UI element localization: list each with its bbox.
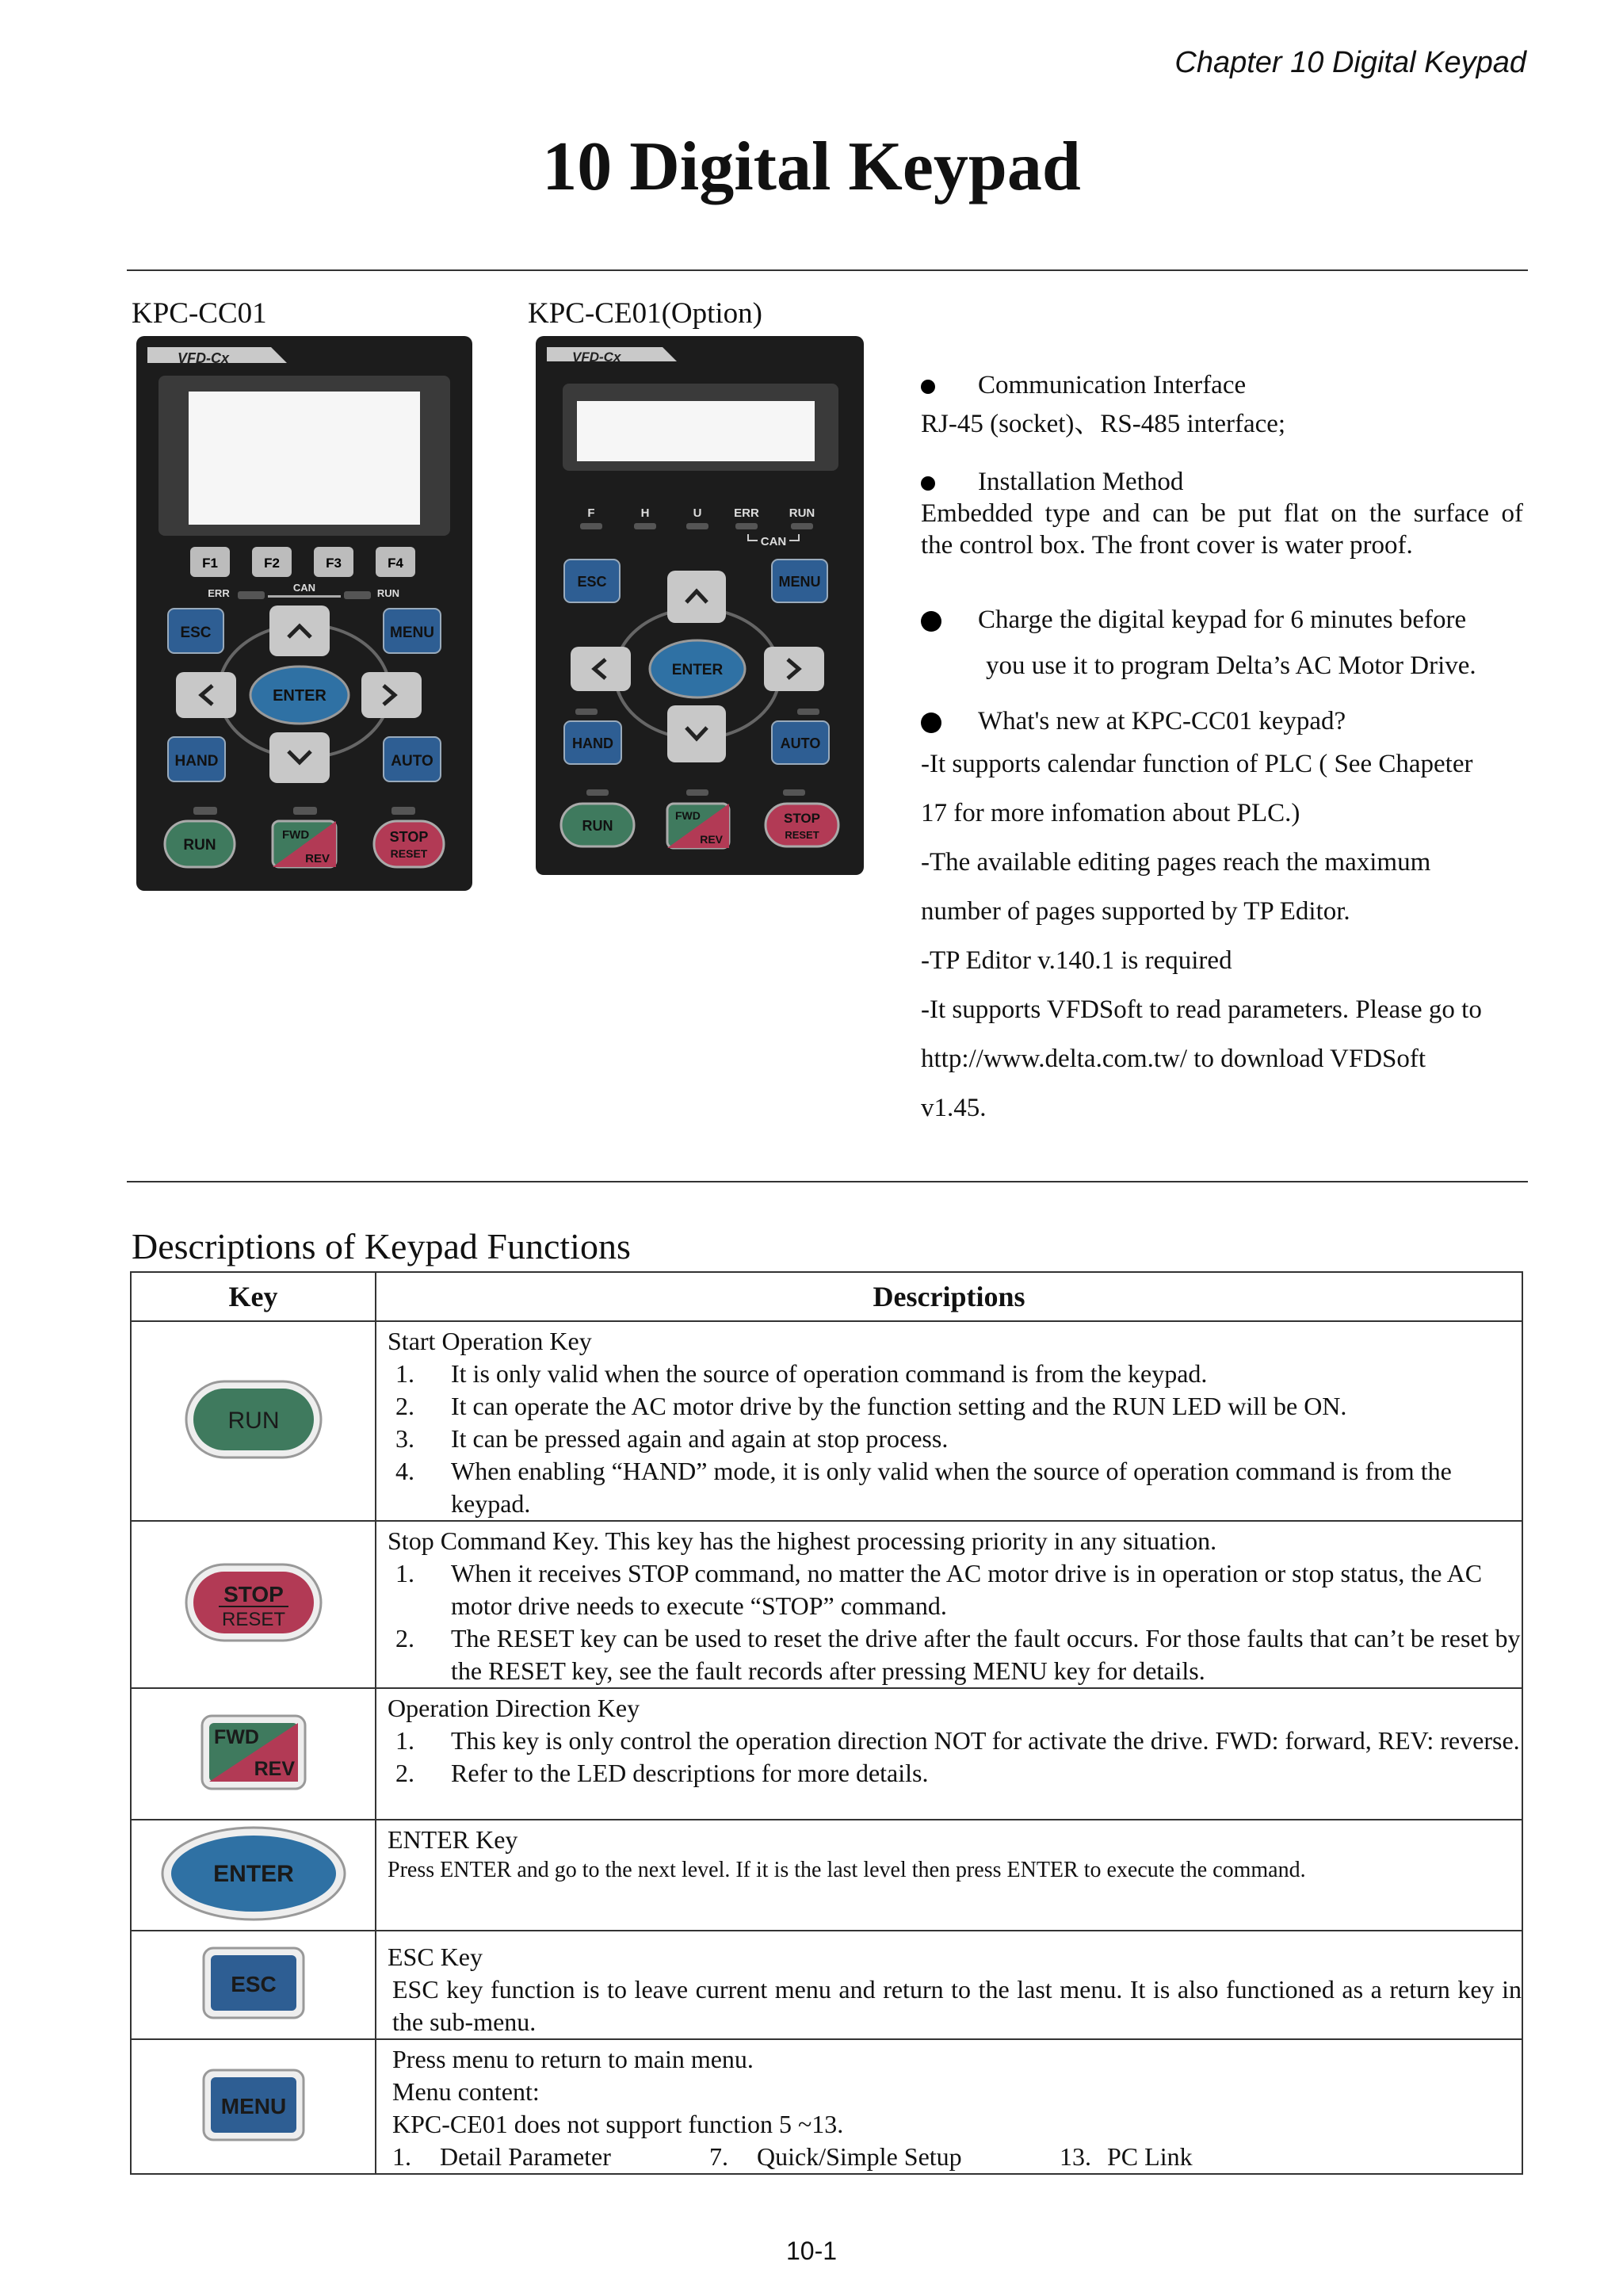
comm-interface-body: RJ-45 (socket)、RS-485 interface; (921, 410, 1286, 438)
fwd-key: FWD (282, 828, 310, 842)
installation-body-2: the control box. The front cover is water proof. (921, 531, 1413, 560)
fwd-rev-title: Operation Direction Key (388, 1694, 640, 1722)
enter-key-icon (159, 1824, 348, 1923)
esc-key-icon (201, 1946, 306, 2020)
f-led-label: F (587, 506, 595, 520)
bullet-icon (921, 611, 941, 632)
table-row-esc (131, 1931, 1522, 2039)
run-description (376, 1321, 1522, 1521)
fwd-rev-key-icon (200, 1713, 307, 1791)
whats-new-line: -It supports VFDSoft to read parameters. Please go to (921, 995, 1482, 1024)
can-label: CAN (760, 535, 787, 548)
table-row-enter (131, 1820, 1522, 1931)
table-header-row (131, 1272, 1522, 1321)
reset-key: RESET (390, 847, 428, 860)
h-led-label: H (640, 506, 650, 520)
menu-key: MENU (778, 574, 821, 590)
menu-key-label: MENU (220, 2093, 286, 2118)
menu-item-number: 13. (1060, 2142, 1091, 2171)
auto-key: AUTO (391, 753, 433, 770)
run-key: RUN (582, 818, 613, 834)
enter-body: Press ENTER and go to the next level. If it is the last level then press ENTER to execute the command. (388, 1858, 1306, 1882)
stop-key-label: STOP (223, 1582, 284, 1606)
menu-item-number: 7. (709, 2142, 728, 2171)
brand-logo: VFD-Cx (178, 350, 230, 366)
err-led-label: ERR (208, 587, 230, 599)
f1-key: F1 (202, 556, 218, 571)
enter-key: ENTER (671, 662, 724, 678)
bullet-icon (921, 712, 941, 733)
menu-key-icon (201, 2068, 306, 2142)
charge-line-2: you use it to program Delta’s AC Motor Drive. (986, 651, 1476, 680)
esc-key-label: ESC (230, 1972, 277, 1996)
key-cell (131, 1688, 376, 1820)
menu-line-3: KPC-CE01 does not support function 5 ~13. (392, 2110, 844, 2138)
rev-key-label: REV (254, 1757, 295, 1780)
run-title: Start Operation Key (388, 1327, 592, 1355)
list-item: 2. The RESET key can be used to reset the drive after the fault occurs. For those faults that can’t be reset by the RESET key, see the fault records after pressing MENU key for details. (395, 1624, 1521, 1685)
stop-key: STOP (389, 829, 429, 845)
kpc-cc01-keypad-image (136, 336, 472, 891)
whats-new-title: What's new at KPC-CC01 keypad? (978, 707, 1346, 735)
run-key-label: RUN (227, 1407, 279, 1434)
hand-key: HAND (572, 735, 613, 751)
installation-item (921, 466, 1523, 498)
comm-interface-title: Communication Interface (978, 371, 1247, 399)
menu-item-label: Detail Parameter (440, 2142, 611, 2171)
reset-key: RESET (785, 829, 819, 841)
run-key: RUN (183, 837, 216, 854)
rev-key: REV (700, 833, 723, 846)
installation-title: Installation Method (978, 468, 1184, 496)
whats-new-line: number of pages supported by TP Editor. (921, 897, 1350, 926)
kpc-ce01-keypad-image (536, 336, 864, 875)
descriptions-column-header: Descriptions (376, 1272, 1522, 1321)
hand-key: HAND (174, 753, 219, 770)
key-cell (131, 1931, 376, 2039)
f2-key: F2 (264, 556, 280, 571)
enter-key: ENTER (273, 687, 327, 705)
menu-line-1: Press menu to return to main menu. (392, 2045, 754, 2073)
key-cell (131, 1521, 376, 1688)
can-led-label: CAN (292, 582, 316, 594)
top-divider (127, 269, 1528, 271)
stop-description (376, 1521, 1522, 1688)
key-column-header: Key (131, 1272, 376, 1321)
table-row-fwd-rev (131, 1688, 1522, 1820)
run-led-label: RUN (376, 587, 400, 599)
model-label-kpc-cc01: KPC-CC01 (132, 297, 267, 330)
list-item: 1. This key is only control the operation direction NOT for activate the drive. FWD: forward, REV: reverse. (395, 1726, 1520, 1755)
comm-interface-item (921, 369, 1523, 401)
keypad-functions-table (130, 1271, 1523, 2175)
enter-description (376, 1820, 1522, 1931)
menu-item-number: 1. (392, 2142, 411, 2171)
list-item: 4. When enabling “HAND” mode, it is only valid when the source of operation command is from the keypad. (395, 1457, 1452, 1518)
page-number: 10-1 (785, 2237, 838, 2265)
charge-line-1: Charge the digital keypad for 6 minutes before (978, 606, 1467, 634)
whats-new-line: -The available editing pages reach the maximum (921, 848, 1431, 877)
whats-new-line: -It supports calendar function of PLC ( See Chapeter (921, 750, 1473, 778)
table-row-menu (131, 2039, 1522, 2174)
middle-divider (127, 1181, 1528, 1182)
esc-title: ESC Key (388, 1943, 483, 1971)
whats-new-line: v1.45. (921, 1094, 987, 1122)
run-led-label: RUN (789, 506, 815, 520)
chapter-header: Chapter 10 Digital Keypad (1174, 46, 1526, 79)
whats-new-link-line: http://www.delta.com.tw/ to download VFDSoft (921, 1045, 1426, 1073)
menu-description (376, 2039, 1522, 2174)
key-cell (131, 1321, 376, 1521)
f4-key: F4 (388, 556, 403, 571)
menu-item-label: PC Link (1107, 2142, 1193, 2171)
menu-item-label: Quick/Simple Setup (757, 2142, 962, 2171)
menu-line-2: Menu content: (392, 2077, 540, 2106)
list-item: 1. It is only valid when the source of operation command is from the keypad. (395, 1359, 1208, 1388)
rev-key: REV (305, 852, 330, 865)
whats-new-line: 17 for more infomation about PLC.) (921, 799, 1300, 827)
list-item: 3. It can be pressed again and again at stop process. (395, 1424, 949, 1453)
stop-reset-key-icon (184, 1562, 323, 1643)
stop-title: Stop Command Key. This key has the highest processing priority in any situation. (388, 1526, 1217, 1555)
section-title: Descriptions of Keypad Functions (132, 1226, 631, 1266)
auto-key: AUTO (780, 735, 821, 751)
table-row-stop (131, 1521, 1522, 1688)
reset-key-label: RESET (221, 1609, 285, 1630)
whats-new-item (921, 705, 1523, 737)
list-item: 2. Refer to the LED descriptions for more details. (395, 1759, 929, 1787)
esc-description (376, 1931, 1522, 2039)
enter-key-label: ENTER (212, 1860, 294, 1887)
f3-key: F3 (326, 556, 342, 571)
bullet-icon (921, 476, 935, 491)
stop-key: STOP (784, 811, 820, 826)
esc-key: ESC (180, 625, 212, 641)
model-label-kpc-ce01: KPC-CE01(Option) (528, 297, 762, 330)
bullet-icon (921, 380, 935, 394)
fwd-key: FWD (675, 809, 701, 822)
installation-body-1: Embedded type and can be put flat on the surface of (921, 499, 1523, 528)
list-item: 2. It can operate the AC motor drive by the function setting and the RUN LED will be ON. (395, 1392, 1347, 1420)
key-cell (131, 2039, 376, 2174)
page-title: 10 Digital Keypad (542, 128, 1081, 205)
esc-body: ESC key function is to leave current menu and return to the last menu. It is also functioned as a return key in the sub-menu. (392, 1975, 1522, 2036)
fwd-rev-description (376, 1688, 1522, 1820)
key-cell (131, 1820, 376, 1931)
enter-title: ENTER Key (388, 1825, 518, 1854)
menu-key: MENU (390, 625, 434, 641)
run-key-icon (184, 1379, 323, 1460)
u-led-label: U (693, 506, 702, 520)
list-item: 1. When it receives STOP command, no matter the AC motor drive is in operation or stop status, the AC motor drive needs to execute “STOP” command. (395, 1559, 1483, 1620)
fwd-key-label: FWD (213, 1725, 259, 1748)
err-led-label: ERR (734, 506, 759, 520)
table-row-run (131, 1321, 1522, 1521)
charge-item (921, 604, 1523, 636)
brand-logo: VFD-Cx (572, 350, 621, 365)
whats-new-line: -TP Editor v.140.1 is required (921, 946, 1232, 975)
menu-content-row (392, 2141, 1522, 2173)
esc-key: ESC (577, 574, 607, 590)
